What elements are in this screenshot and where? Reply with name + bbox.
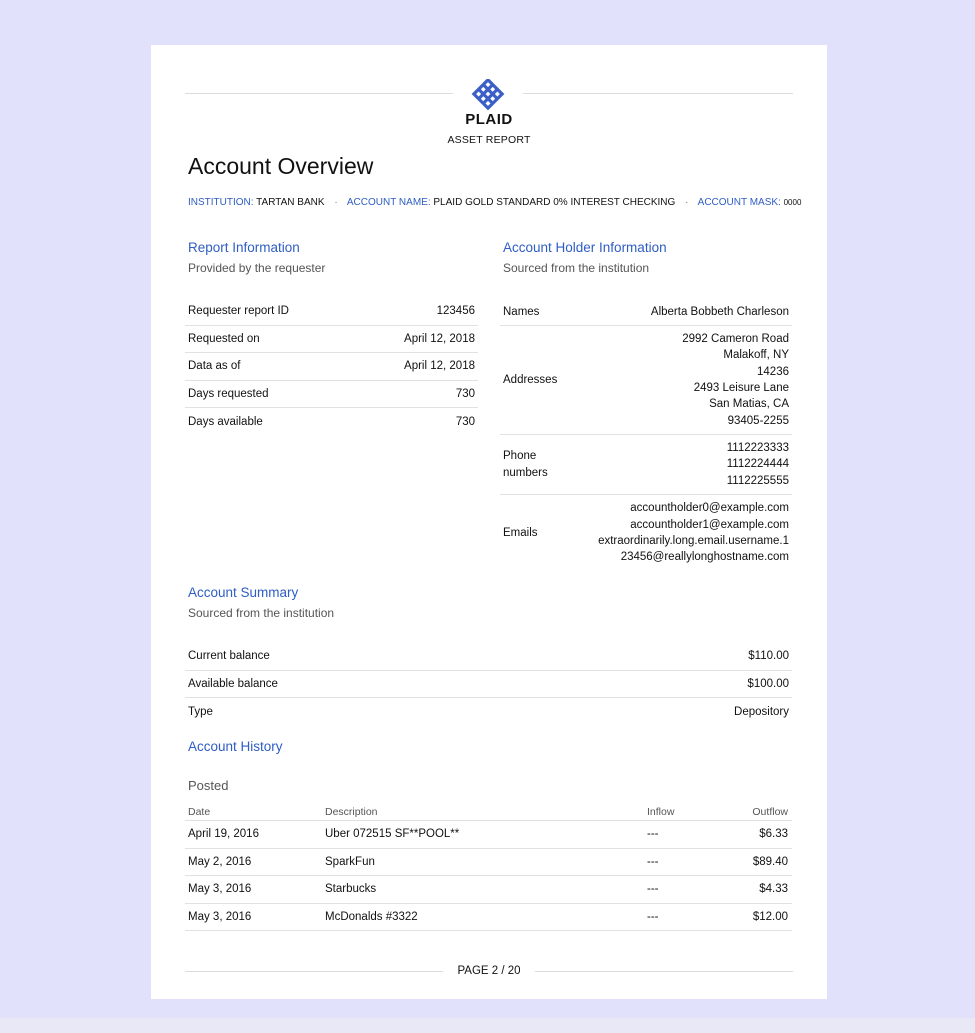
- table-row: [185, 821, 792, 849]
- phones-label: [503, 448, 548, 481]
- addresses-list: [682, 331, 789, 429]
- header-rule-left: [185, 93, 453, 94]
- row-value: $110.00: [748, 650, 789, 663]
- address-line: 2493 Leisure Lane: [693, 382, 789, 394]
- phones-list: [727, 440, 789, 489]
- history-title: Account History: [188, 739, 283, 754]
- document-type: ASSET REPORT: [447, 134, 531, 146]
- account-name-key: ACCOUNT NAME:: [346, 197, 431, 208]
- report-info-row: [185, 408, 478, 436]
- account-name-value: PLAID GOLD STANDARD 0% INTEREST CHECKING: [433, 197, 676, 208]
- report-info-title: Report Information: [188, 240, 300, 255]
- row-label: Type: [188, 705, 213, 718]
- row-label: Days requested: [188, 387, 269, 400]
- page-background-strip: [0, 1018, 975, 1033]
- report-info-subtitle: Provided by the requester: [188, 261, 326, 275]
- account-mask-key: ACCOUNT MASK:: [697, 197, 781, 208]
- phones-label-line: Phone: [503, 450, 537, 463]
- email-address: extraordinarily.long.email.username.1: [598, 535, 789, 547]
- row-label: Data as of: [188, 360, 241, 373]
- cell-inflow: ---: [647, 910, 659, 923]
- institution-key: INSTITUTION:: [188, 197, 254, 208]
- holder-addresses-row: [500, 326, 792, 435]
- table-row: [185, 849, 792, 877]
- cell-inflow: ---: [647, 883, 659, 896]
- row-value: $100.00: [747, 677, 789, 690]
- cell-description: SparkFun: [325, 855, 375, 868]
- cell-outflow: $4.33: [759, 883, 788, 896]
- col-date-header: Date: [188, 805, 211, 818]
- holder-info-table: [500, 298, 792, 571]
- history-subtitle: Posted: [188, 778, 229, 793]
- summary-row: [185, 698, 792, 726]
- row-label: Current balance: [188, 650, 270, 663]
- cell-inflow: ---: [647, 855, 659, 868]
- cell-description: McDonalds #3322: [325, 910, 418, 923]
- holder-phones-row: [500, 435, 792, 495]
- table-row: [185, 904, 792, 932]
- col-inflow-header: Inflow: [647, 805, 675, 818]
- report-info-table: [185, 298, 478, 436]
- email-address: accountholder0@example.com: [630, 502, 789, 515]
- cell-outflow: $89.40: [752, 855, 788, 868]
- brand-name: PLAID: [465, 111, 513, 128]
- address-line: 93405-2255: [727, 414, 789, 427]
- phone-number: 1112225555: [726, 474, 789, 487]
- row-value: April 12, 2018: [404, 332, 475, 345]
- holder-info-subtitle: Sourced from the institution: [503, 261, 650, 275]
- row-label: Available balance: [188, 677, 278, 690]
- meta-separator: ·: [685, 197, 689, 208]
- summary-subtitle: Sourced from the institution: [188, 606, 335, 620]
- cell-description: Starbucks: [325, 883, 377, 896]
- cell-date: May 3, 2016: [188, 910, 252, 923]
- report-info-row: [185, 381, 478, 409]
- cell-inflow: ---: [647, 828, 659, 841]
- history-header-row: [185, 803, 792, 821]
- phone-number: 1112224444: [726, 458, 789, 471]
- account-mask-value: 0000: [783, 198, 802, 207]
- email-address: accountholder1@example.com: [630, 518, 789, 531]
- phone-number: 1112223333: [726, 441, 789, 454]
- report-info-row: [185, 353, 478, 381]
- page-number: PAGE 2 / 20: [457, 965, 521, 977]
- report-info-row: [185, 326, 478, 354]
- summary-title: Account Summary: [188, 585, 299, 600]
- summary-row: [185, 671, 792, 699]
- report-page: [151, 45, 827, 999]
- account-meta-line: [188, 197, 801, 208]
- row-value: 730: [455, 387, 475, 400]
- page-title: Account Overview: [188, 153, 374, 179]
- cell-date: May 3, 2016: [188, 883, 252, 896]
- email-address: 23456@reallylonghostname.com: [620, 551, 789, 564]
- cell-description: Uber 072515 SF**POOL**: [325, 828, 460, 841]
- cell-outflow: $12.00: [752, 910, 788, 923]
- institution-value: TARTAN BANK: [256, 197, 325, 208]
- address-line: San Matias, CA: [709, 398, 789, 411]
- row-value: 730: [455, 415, 475, 428]
- holder-info-title: Account Holder Information: [503, 240, 667, 255]
- header-rule-right: [523, 93, 793, 94]
- names-label: Names: [503, 305, 540, 318]
- row-value: Depository: [734, 705, 789, 718]
- holder-names-row: [500, 298, 792, 326]
- col-description-header: Description: [325, 805, 378, 818]
- emails-label: Emails: [503, 527, 538, 539]
- phones-label-line: numbers: [503, 466, 548, 479]
- addresses-label: Addresses: [503, 374, 558, 386]
- holder-emails-row: [500, 495, 792, 571]
- cell-date: May 2, 2016: [188, 855, 252, 868]
- summary-row: [185, 643, 792, 671]
- cell-outflow: $6.33: [759, 828, 788, 841]
- row-label: Requested on: [188, 332, 260, 345]
- meta-separator: ·: [334, 197, 338, 208]
- address-line: 14236: [757, 365, 789, 378]
- report-info-row: [185, 298, 478, 326]
- row-label: Requester report ID: [188, 305, 289, 318]
- row-value: 123456: [436, 305, 475, 318]
- table-row: [185, 876, 792, 904]
- address-line: Malakoff, NY: [723, 349, 789, 362]
- names-value: Alberta Bobbeth Charleson: [650, 305, 789, 318]
- cell-date: April 19, 2016: [188, 828, 259, 841]
- col-outflow-header: Outflow: [752, 805, 788, 818]
- emails-list: [598, 500, 789, 566]
- history-table: [185, 803, 792, 931]
- row-label: Days available: [188, 415, 263, 428]
- address-line: 2992 Cameron Road: [682, 332, 789, 345]
- row-value: April 12, 2018: [404, 360, 475, 373]
- summary-table: [185, 643, 792, 726]
